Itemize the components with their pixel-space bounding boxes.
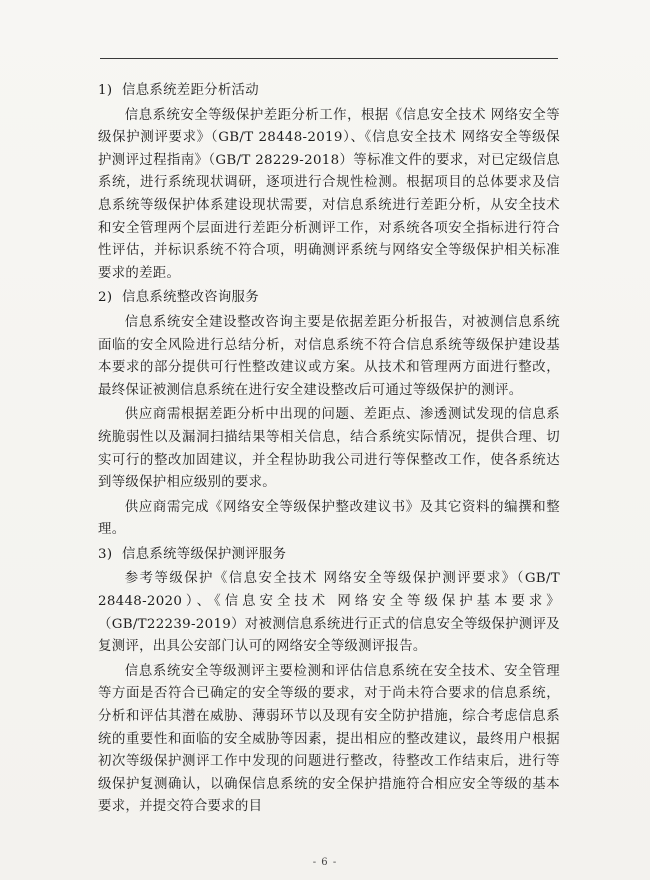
paragraph: 参考等级保护《信息安全技术 网络安全等级保护测评要求》（GB/T 28448-2020）、《信息安全技术 网络安全等级保护基本要求》（GB/T22239-2019）对被测信息系统进行正式的信息安全等级保护测评及复测评，出具公安部门认可的网络安全等级测评报告。 — [98, 571, 560, 655]
paragraph: 供应商需完成《网络安全等级保护整改建议书》及其它资料的编撰和整理。 — [98, 499, 560, 538]
section-heading-2 — [98, 287, 560, 310]
paragraph: 供应商需根据差距分析中出现的问题、差距点、渗透测试发现的信息系统脆弱性以及漏洞扫描结果等相关信息，结合系统实际情况，提供合理、切实可行的整改加固建议，并全程协助我公司进行等保整改工作，使各系统达到等级保护相应级别的要求。 — [98, 407, 560, 491]
page-number: - 6 - — [312, 857, 338, 868]
section-heading-1 — [98, 80, 560, 103]
section-heading-3 — [98, 544, 560, 567]
section-number: 2) — [98, 290, 113, 306]
paragraph: 信息系统安全等级测评主要检测和评估信息系统在安全技术、安全管理等方面是否符合已确定的安全等级的要求，对于尚未符合要求的信息系统，分析和评估其潜在威胁、薄弱环节以及现有安全防护措施，综合考虑信息系统的重要性和面临的安全威胁等因素，提出相应的整改建议，最终用户根据初次等级保护测评工作中发现的问题进行整改，待整改工作结束后，进行等级保护复测确认，以确保信息系统的安全保护措施符合相应安全等级的基本要求，并提交符合要求的目 — [98, 663, 560, 815]
section-title: 信息系统整改咨询服务 — [122, 290, 259, 306]
paragraph: 信息系统安全建设整改咨询主要是依据差距分析报告，对被测信息系统面临的安全风险进行总结分析，对信息系统不符合信息系统等级保护建设基本要求的部分提供可行性整改建议或方案。从技术和管理两方面进行整改，最终保证被测信息系统在进行安全建设整改后可通过等级保护的测评。 — [98, 314, 560, 398]
section-number: 1) — [98, 83, 113, 98]
body-text — [98, 80, 560, 821]
header-rule — [100, 58, 558, 59]
section-number: 3) — [98, 546, 113, 562]
paragraph: 信息系统安全等级保护差距分析工作，根据《信息安全技术 网络安全等级保护测评要求》（GB/T 28448-2019）、《信息安全技术 网络安全等级保护测评过程指南》（GB/T 28229-2018）等标准文件的要求，对已定级信息系统，进行系统现状调研，逐项进行合规性检测。根据项目的总体要求及信息系统等级保护体系建设现状需要，对信息系统进行差距分析，从安全技术和安全管理两个层面进行差距分析测评工作，对系统各项安全指标进行符合性评估，并标识系统不符合项，明确测评系统与网络安全等级保护相关标准要求的差距。 — [98, 107, 560, 281]
section-title: 信息系统等级保护测评服务 — [122, 546, 287, 562]
section-title: 信息系统差距分析活动 — [122, 83, 259, 98]
